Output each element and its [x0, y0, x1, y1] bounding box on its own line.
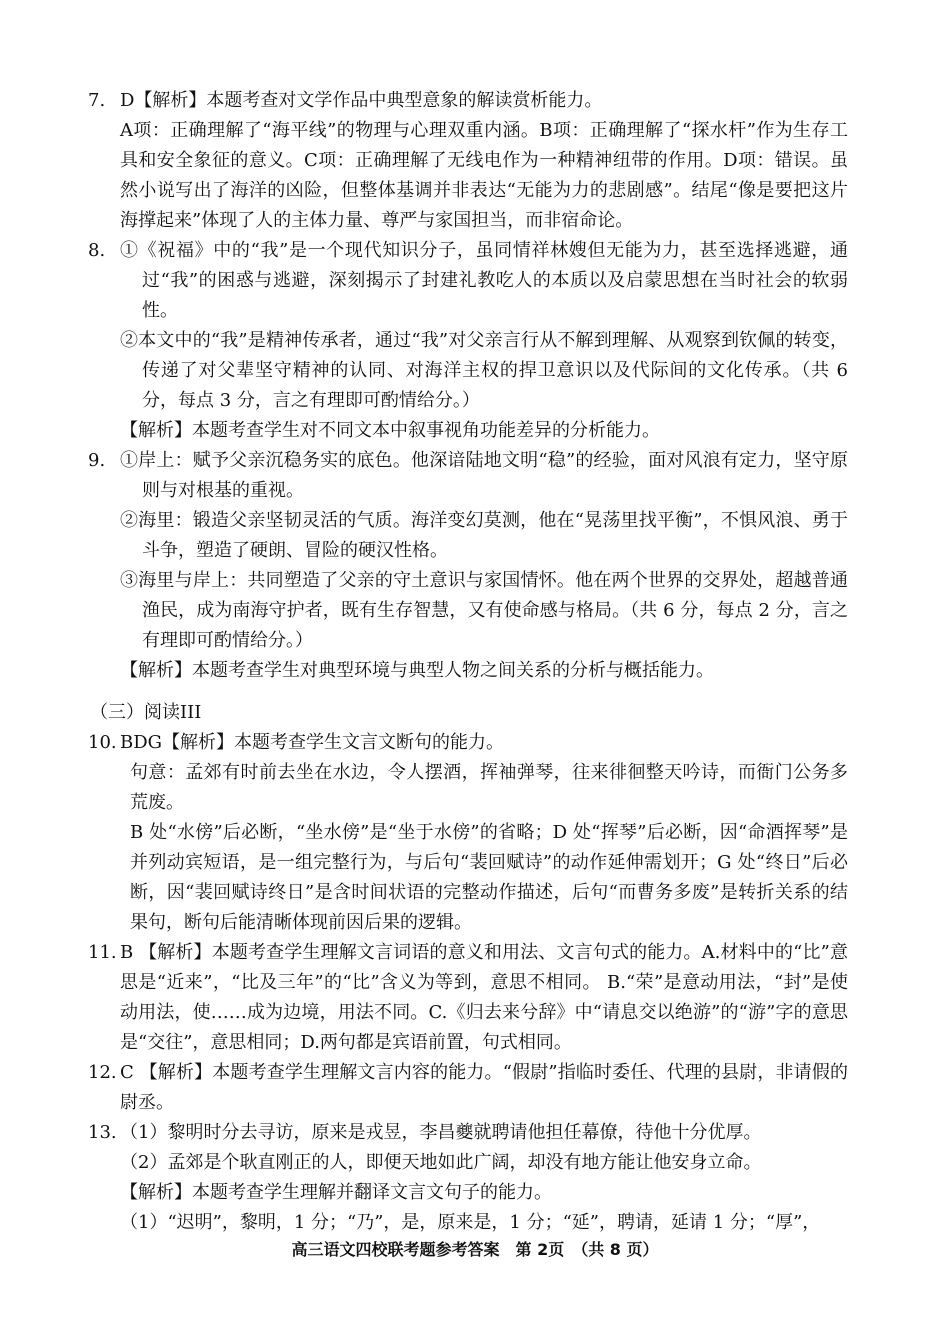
question-9-point-1: ①岸上：赋予父亲沉稳务实的底色。他深谙陆地文明“稳”的经验，面对风浪有定力，坚守原则与对根基的重视。	[120, 450, 848, 501]
question-10-explanation: B 处“水傍”后必断，“坐水傍”是“坐于水傍”的省略；D 处“挥琴”后必断，因“命酒挥琴”是并列动宾短语，是一组完整行为，与后句“裴回赋诗”的动作延伸需划开；G 处“终日”后必断，因“裴回赋诗终日”是含时间状语的完整动作描述，后句“而曹务多废”是转折关系的结果句，断句后能清晰体现前因后果的逻辑。	[130, 822, 848, 933]
question-13-translation-1: （1）黎明时分去寻访，原来是戎昱，李昌夔就聘请他担任幕僚，待他十分优厚。	[120, 1122, 762, 1143]
question-10	[88, 728, 848, 938]
question-13-analysis: 【解析】本题考查学生理解并翻译文言文句子的能力。	[120, 1182, 552, 1203]
question-number: 11.	[88, 942, 117, 963]
question-9-point-3: ③海里与岸上：共同塑造了父亲的守土意识与家国情怀。他在两个世界的交界处，超越普通渔民，成为南海守护者，既有生存智慧，又有使命感与格局。（共 6 分，每点 2 分，言之有理即可酌情给分。）	[120, 570, 848, 651]
question-10-answer: BDG【解析】本题考查学生文言文断句的能力。	[120, 732, 505, 753]
question-number: 9.	[88, 450, 106, 471]
question-number: 7.	[88, 90, 106, 111]
question-7-answer: D【解析】本题考查对文学作品中典型意象的解读赏析能力。	[120, 90, 603, 111]
question-8	[88, 236, 848, 446]
question-9-point-2: ②海里：锻造父亲坚韧灵活的气质。海洋变幻莫测，他在“晃荡里找平衡”，不惧风浪、勇于斗争，塑造了硬朗、冒险的硬汉性格。	[120, 510, 848, 561]
question-13-scoring: （1）“迟明”，黎明，1 分；“乃”，是，原来是，1 分；“延”，聘请，延请 1 分；“厚”，	[120, 1212, 821, 1233]
question-11-explanation: B 【解析】本题考查学生理解文言词语的意义和用法、文言句式的能力。A.材料中的“比”意思是“近来”，“比及三年”的“比”含义为等到，意思不相同。 B.“荣”是意动用法，“封”是使动用法，使……成为边境，用法不同。C.《归去来兮辞》中“请息交以绝游”的“游”字的意思是“交往”，意思相同；D.两句都是宾语前置，句式相同。	[120, 942, 848, 1053]
answer-content	[88, 86, 848, 1238]
question-number: 12.	[88, 1062, 117, 1083]
question-13	[88, 1118, 848, 1238]
question-7	[88, 86, 848, 236]
question-9	[88, 446, 848, 686]
question-9-analysis: 【解析】本题考查学生对典型环境与典型人物之间关系的分析与概括能力。	[120, 660, 714, 681]
question-12	[88, 1058, 848, 1118]
question-7-explanation: A项：正确理解了“海平线”的物理与心理双重内涵。B项：正确理解了“探水杆”作为生存工具和安全象征的意义。C项：正确理解了无线电作为一种精神纽带的作用。D项：错误。虽然小说写出了海洋的凶险，但整体基调并非表达“无能为力的悲剧感”。结尾“像是要把这片海撑起来”体现了人的主体力量、尊严与家国担当，而非宿命论。	[120, 120, 848, 231]
question-number: 8.	[88, 240, 106, 261]
question-8-analysis: 【解析】本题考查学生对不同文本中叙事视角功能差异的分析能力。	[120, 420, 660, 441]
question-8-point-2: ②本文中的“我”是精神传承者，通过“我”对父亲言行从不解到理解、从观察到钦佩的转变，传递了对父辈坚守精神的认同、对海洋主权的捍卫意识以及代际间的文化传承。（共 6 分，每点 3 分，言之有理即可酌情给分。）	[120, 330, 848, 411]
question-12-explanation: C 【解析】本题考查学生理解文言内容的能力。“假尉”指临时委任、代理的县尉，非请假的尉丞。	[120, 1062, 848, 1113]
page-footer: 高三语文四校联考题参考答案 第 2页 （共 8 页）	[291, 1240, 659, 1259]
question-number: 10.	[88, 732, 117, 753]
question-11	[88, 938, 848, 1058]
question-number: 13.	[88, 1122, 117, 1143]
question-13-translation-2: （2）孟郊是个耿直刚正的人，即便天地如此广阔，却没有地方能让他安身立命。	[120, 1152, 762, 1173]
question-10-sentence-meaning: 句意：孟郊有时前去坐在水边，令人摆酒，挥袖弹琴，往来徘徊整天吟诗，而衙门公务多荒废。	[130, 762, 848, 813]
question-8-point-1: ①《祝福》中的“我”是一个现代知识分子，虽同情祥林嫂但无能为力，甚至选择逃避，通过“我”的困惑与逃避，深刻揭示了封建礼教吃人的本质以及启蒙思想在当时社会的软弱性。	[120, 240, 848, 321]
section-heading: （三）阅读III	[90, 702, 202, 723]
